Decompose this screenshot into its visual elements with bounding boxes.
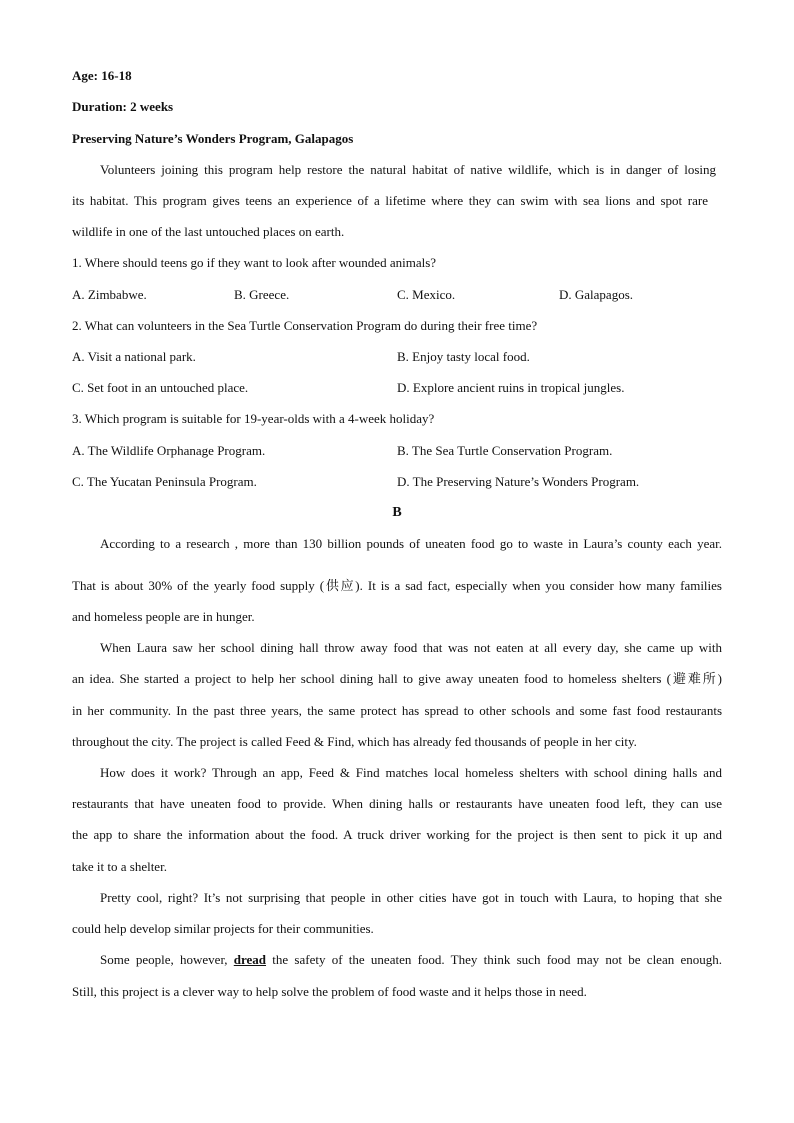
question-2-option-c: C. Set foot in an untouched place.: [72, 380, 249, 395]
duration-label: Duration: 2 weeks: [72, 99, 174, 114]
question-2-option-d: D. Explore ancient ruins in tropical jungles.: [397, 380, 625, 395]
program-paragraph-line-2: its habitat. This program gives teens an experience of a lifetime where they can swim with sea lions and spot rare: [72, 193, 708, 208]
p5-text-before: Some people, however,: [100, 952, 234, 967]
section-b-p3-line-2: restaurants that have uneaten food to provide. When dining halls or restaurants have uneaten food left, they can use: [72, 796, 722, 811]
section-b-p2-line-1: When Laura saw her school dining hall throw away food that was not eaten at all every day, she came up with: [100, 640, 722, 655]
section-b-p2-line-4: throughout the city. The project is called Feed & Find, which has already fed thousands of people in her city.: [72, 734, 637, 749]
section-b-p5-line-1: [72, 952, 722, 968]
keyword-dread: dread: [233, 952, 267, 967]
program-paragraph-line-3: wildlife in one of the last untouched places on earth.: [72, 224, 345, 239]
section-b-p2-line-3: in her community. In the past three years, the same protect has spread to other schools and some fast food restaurants: [72, 703, 722, 718]
section-b-p1-line-2: That is about 30% of the yearly food supply (供应). It is a sad fact, especially when you consider how many families: [72, 578, 722, 593]
program-title: Preserving Nature’s Wonders Program, Galapagos: [72, 131, 354, 146]
question-2-option-b: B. Enjoy tasty local food.: [397, 349, 530, 364]
p5-text-after: the safety of the uneaten food. They think such food may not be clean enough.: [266, 952, 722, 967]
section-b-p3-line-1: How does it work? Through an app, Feed & Find matches local homeless shelters with school dining halls and: [100, 765, 722, 780]
question-3-option-a: A. The Wildlife Orphanage Program.: [72, 443, 266, 458]
question-3-option-d: D. The Preserving Nature’s Wonders Program.: [397, 474, 640, 489]
question-3-option-b: B. The Sea Turtle Conservation Program.: [397, 443, 613, 458]
section-b-p4-line-1: Pretty cool, right? It’s not surprising that people in other cities have got in touch with Laura, to hoping that she: [100, 890, 722, 905]
section-b-p3-line-4: take it to a shelter.: [72, 859, 167, 874]
question-1-option-c: C. Mexico.: [397, 287, 456, 302]
section-b-heading: B: [392, 505, 402, 520]
question-1-option-d: D. Galapagos.: [559, 287, 634, 302]
question-2-option-a: A. Visit a national park.: [72, 349, 196, 364]
question-1-option-b: B. Greece.: [234, 287, 290, 302]
question-1-stem: 1. Where should teens go if they want to look after wounded animals?: [72, 255, 437, 270]
section-b-p1-line-3: and homeless people are in hunger.: [72, 609, 255, 624]
section-b-p5-line-2: Still, this project is a clever way to help solve the problem of food waste and it helps those in need.: [72, 984, 587, 999]
section-b-p4-line-2: could help develop similar projects for their communities.: [72, 921, 374, 936]
question-3-option-c: C. The Yucatan Peninsula Program.: [72, 474, 257, 489]
section-b-p2-line-2: an idea. She started a project to help her school dining hall to give away uneaten food to homeless shelters (避难所): [72, 671, 722, 686]
age-label: Age: 16-18: [72, 68, 132, 83]
question-1-option-a: A. Zimbabwe.: [72, 287, 147, 302]
section-b-p1-line-1: According to a research , more than 130 billion pounds of uneaten food go to waste in Laura’s county each year.: [100, 536, 722, 551]
program-paragraph-line-1: Volunteers joining this program help restore the natural habitat of native wildlife, which is in danger of losing: [100, 162, 716, 177]
question-3-stem: 3. Which program is suitable for 19-year-olds with a 4-week holiday?: [72, 411, 435, 426]
section-b-p3-line-3: the app to share the information about the food. A truck driver working for the project is then sent to pick it up and: [72, 827, 722, 842]
question-2-stem: 2. What can volunteers in the Sea Turtle Conservation Program do during their free time?: [72, 318, 538, 333]
